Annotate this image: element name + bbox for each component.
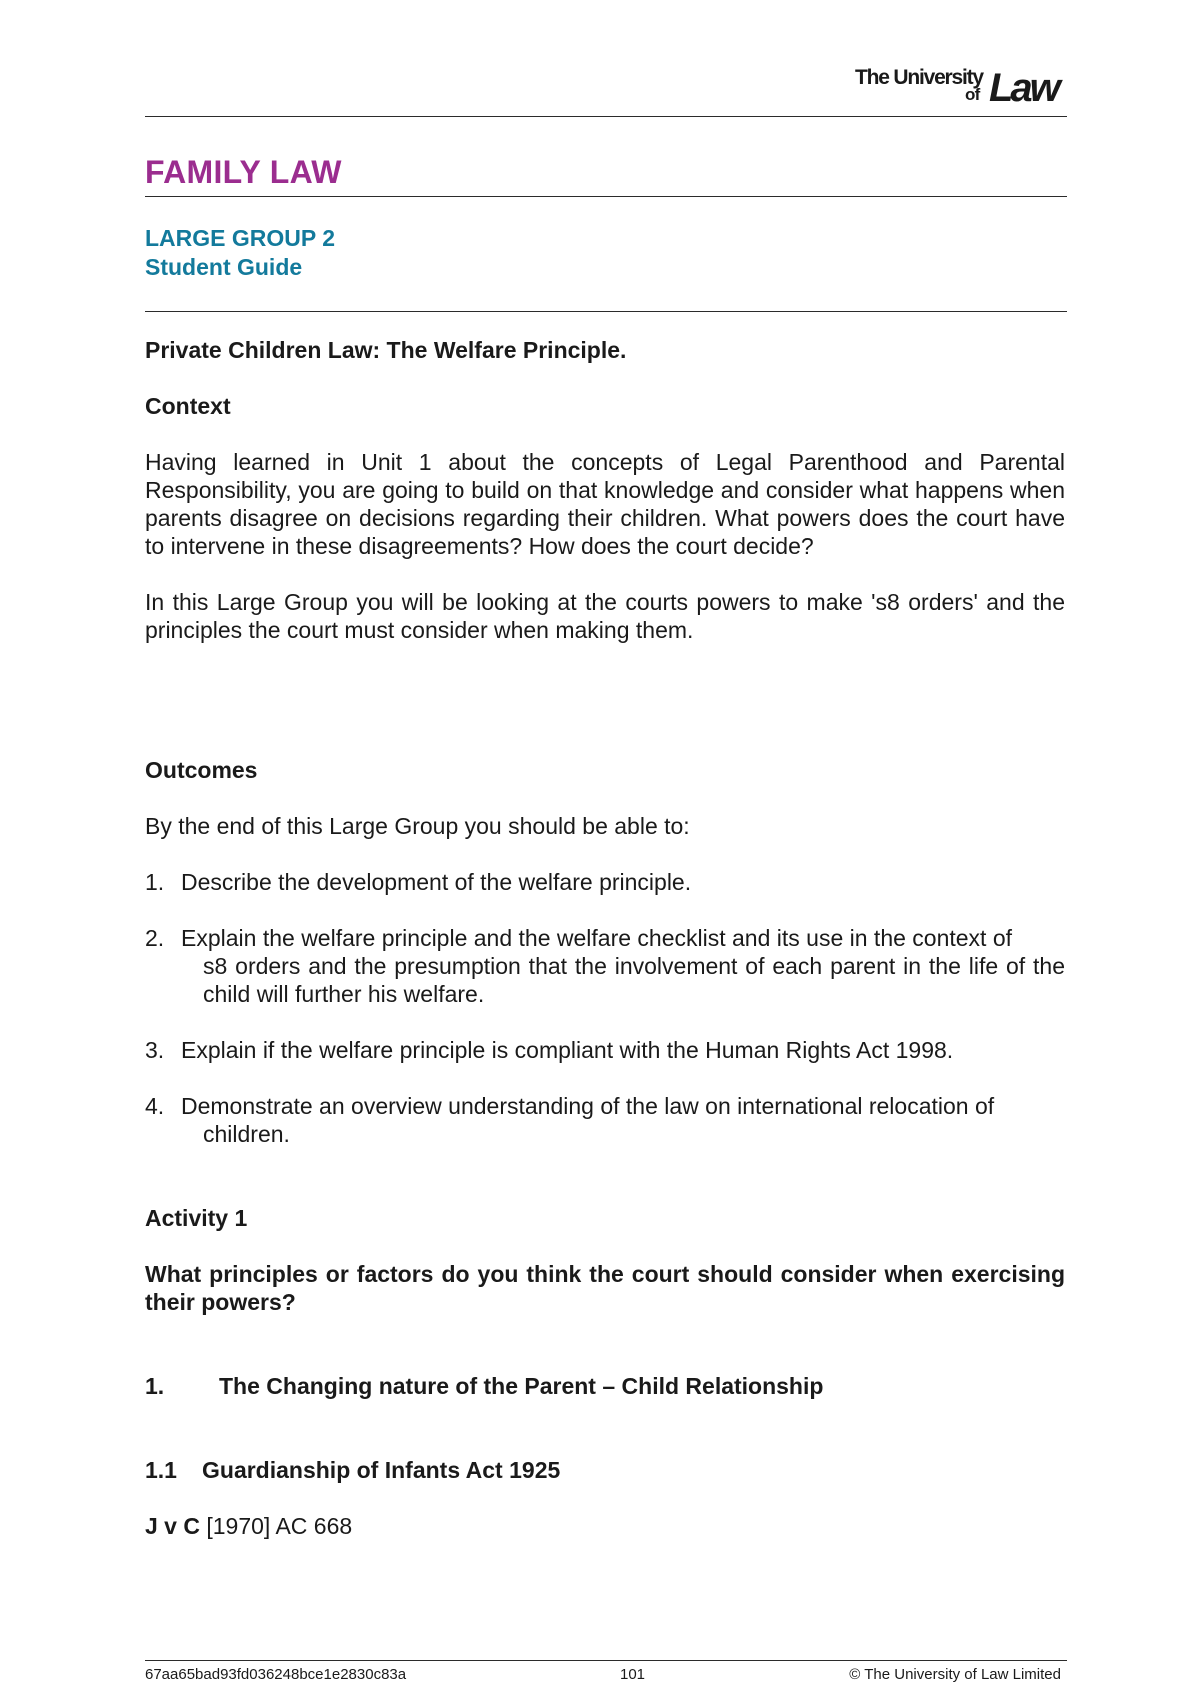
case-citation: [1970] AC 668 (199, 1513, 353, 1539)
case-reference (145, 1512, 1065, 1540)
subsection-heading (145, 1456, 1065, 1484)
subsection-number: 1.1 (145, 1457, 177, 1483)
outcome-number: 2. (145, 925, 165, 951)
page-number: 101 (620, 1666, 646, 1683)
subtitle-divider (145, 311, 1067, 312)
activity-heading: Activity 1 (145, 1205, 248, 1231)
outcome-text: Explain the welfare principle and the welfare checklist and its use in the context of (181, 925, 1013, 951)
large-group-label: LARGE GROUP 2 (145, 225, 335, 251)
outcome-item (145, 1092, 1065, 1148)
section-heading (145, 1372, 1065, 1400)
outcome-text: Describe the development of the welfare principle. (181, 869, 692, 895)
section-title: The Changing nature of the Parent – Child Relationship (219, 1373, 824, 1399)
subsection-title: Guardianship of Infants Act 1925 (202, 1457, 561, 1483)
outcome-text-continued: children. (203, 1121, 290, 1147)
section-number: 1. (145, 1373, 165, 1399)
logo-of: of (965, 85, 980, 104)
activity-question: What principles or factors do you think the court should consider when exercising their powers? (145, 1261, 1065, 1315)
context-paragraph-2: In this Large Group you will be looking at the courts powers to make 's8 orders' and the principles the court must consider when making them. (145, 589, 1065, 643)
outcome-text: Demonstrate an overview understanding of the law on international relocation of (181, 1093, 995, 1119)
outcomes-heading: Outcomes (145, 757, 258, 783)
outcome-text-continued: s8 orders and the presumption that the involvement of each parent in the life of the child will further his welfare. (203, 953, 1065, 1007)
page-title: FAMILY LAW (145, 154, 342, 190)
context-heading: Context (145, 393, 231, 419)
case-name: J v C (145, 1513, 200, 1539)
outcome-item (145, 1036, 1065, 1064)
title-divider (145, 196, 1067, 197)
outcomes-list (145, 868, 1065, 1148)
context-paragraph-1: Having learned in Unit 1 about the concepts of Legal Parenthood and Parental Responsibility, you are going to build on that knowledge and consider what happens when parents disagree on decisions regarding their children. What powers does the court have to intervene in these disagreements? How does the court decide? (145, 449, 1065, 559)
outcome-number: 4. (145, 1093, 165, 1119)
outcome-item (145, 868, 1065, 896)
footer-divider (145, 1660, 1067, 1661)
university-of-law-logo (855, 66, 1065, 110)
header-divider (145, 116, 1067, 117)
document-id: 67aa65bad93fd036248bce1e2830c83a (145, 1666, 407, 1683)
copyright-notice: © The University of Law Limited (849, 1666, 1061, 1683)
logo-law: Law (989, 66, 1058, 110)
student-guide-label: Student Guide (145, 254, 303, 280)
outcome-text: Explain if the welfare principle is compliant with the Human Rights Act 1998. (181, 1037, 954, 1063)
outcome-number: 3. (145, 1037, 165, 1063)
topic-heading: Private Children Law: The Welfare Principle. (145, 337, 627, 363)
outcome-item (145, 924, 1065, 1008)
logo-line1: The University (855, 66, 983, 89)
outcomes-intro: By the end of this Large Group you should be able to: (145, 813, 690, 839)
outcome-number: 1. (145, 869, 165, 895)
subtitle-block (145, 224, 335, 282)
main-content (145, 336, 1065, 1540)
